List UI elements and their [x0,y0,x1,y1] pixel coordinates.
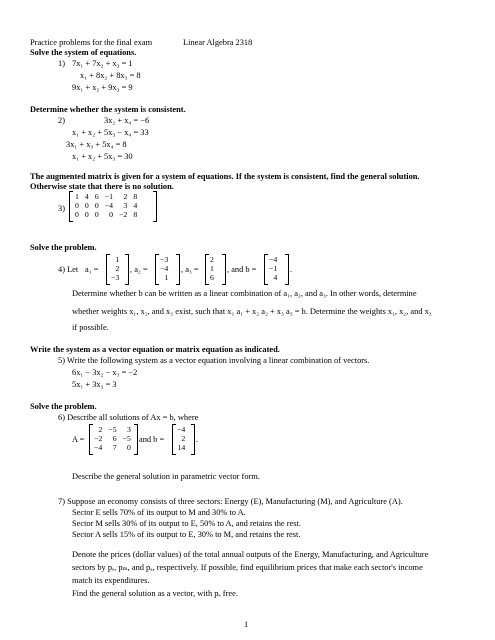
vector-cell: 2 [210,255,214,264]
p4-instructions-line-1: Determine whether b can be written as a linear combination of a₁, a₂, and a₃. In other words, determine [72,289,417,298]
matrix-cell: 0 [94,201,99,210]
matrix-cell: 0 [84,210,89,219]
p4-a2-right-bracket [176,254,180,285]
p7-line-4: Sector A sells 15% of its output to E, 30% to M, and retains the rest. [72,530,301,539]
p3-augmented-matrix [72,192,140,219]
p2-equation-4: x₁ + x₂ + 5x₃ = 30 [72,152,133,161]
p7-line-7: match its expenditures. [72,576,150,585]
p4-vector-a2 [157,255,171,282]
vector-cell: 6 [210,273,214,282]
p6-A-right-bracket [134,424,138,455]
p7-line-5: Denote the prices (dollar values) of the total annual outputs of the Energy, Manufacturing, and Agriculture [72,550,429,559]
matrix-cell: −2 [94,434,103,443]
vector-cell: 14 [177,443,186,452]
problem-5-text: 5) Write the following system as a vector equation involving a linear combination of vectors. [58,356,370,365]
vector-cell: −1 [269,264,278,273]
matrix-row [91,425,134,434]
vector-cell: −3 [160,255,169,264]
vector-cell: 2 [181,434,186,443]
p7-line-1: 7) Suppose an economy consists of three sectors: Energy (E), Manufacturing (M), and Agriculture (A). [58,497,403,506]
p2-equation-1: 3x₂ + x₄ = −6 [104,116,150,125]
vector-cell: −4 [160,264,169,273]
matrix-cell: 3 [123,201,128,210]
p3-matrix-right-bracket [153,191,157,222]
matrix-cell: 6 [94,192,99,201]
vector-cell: 1 [210,264,214,273]
p1-equation-3: 9x₁ + x₂ + 9x₃ = 9 [72,83,133,92]
p6-description: Describe the general solution in parametric vector form. [72,472,260,481]
matrix-row [91,434,134,443]
p4-a1-right-bracket [125,254,129,285]
matrix-cell: −5 [108,425,117,434]
matrix-cell: 2 [98,425,103,434]
vector-cell: −4 [177,425,186,434]
p4-instructions-line-3: if possible. [72,323,109,332]
matrix-cell: −1 [104,192,114,201]
problem-1-number: 1) [58,59,65,68]
section-heading-5: Write the system as a vector equation or matrix equation as indicated. [30,345,280,354]
matrix-cell: 0 [75,201,79,210]
p4-a1-label: a₁ = [85,265,99,274]
p4-b-label: , and b = [227,265,257,274]
p1-equation-1: 7x₁ + 7x₂ + x₃ = 1 [72,59,133,68]
matrix-cell: 6 [112,434,117,443]
p2-equation-3: 3x₁ + x₃ + 5x₄ = 8 [66,140,127,149]
page-number: 1 [244,620,249,629]
section-heading-3b: Otherwise state that there is no solution. [30,182,174,191]
section-heading-2: Determine whether the system is consistent. [30,105,186,114]
p4-vector-a1 [108,255,122,282]
section-heading-3a: The augmented matrix is given for a system of equations. If the system is consistent, find the general solution. [30,172,420,181]
matrix-cell: −4 [104,201,114,210]
p2-equation-2: x₁ + x₂ + 5x₃ − x₄ = 33 [72,128,149,137]
p6-matrix-A-label: A = [72,435,85,444]
p7-line-3: Sector M sells 30% of its output to E, 50% to A, and retains the rest. [72,519,301,528]
p4-period: . [290,265,293,274]
section-heading-6: Solve the problem. [30,402,97,411]
header-course: Linear Algebra 2318 [183,38,253,47]
p4-a3-right-bracket [222,254,226,285]
matrix-cell: 0 [94,210,99,219]
vector-cell: −4 [269,255,278,264]
p1-equation-2: x₁ + 8x₂ + 8x₃ = 8 [80,71,141,80]
vector-cell: −3 [111,273,120,282]
matrix-cell: −5 [122,434,131,443]
p6-vector-b [174,425,188,452]
p4-b-right-bracket [285,254,289,285]
section-heading-4: Solve the problem. [30,243,97,252]
matrix-cell: 4 [84,192,89,201]
p4-a3-label: , a₃ = [181,265,199,274]
matrix-cell: 1 [75,192,79,201]
matrix-cell: 0 [109,210,114,219]
matrix-cell: 0 [84,201,89,210]
matrix-row [72,210,140,219]
matrix-cell: 8 [133,210,138,219]
vector-cell: 2 [115,264,120,273]
p4-instructions-line-2: whether weights x₁, x₂, and x₃ exist, such that x₁ a₁ + x₂ a₂ + x₃ a₃ = b. Determine the weights x₁, x₂, and x₃ [72,307,432,316]
vector-cell: 4 [273,273,278,282]
problem-2-number: 2) [58,116,65,125]
matrix-cell: 0 [75,210,79,219]
section-heading-1: Solve the system of equations. [30,48,137,57]
vector-cell: 1 [164,273,169,282]
matrix-row [72,192,140,201]
vector-cell: 1 [115,255,120,264]
matrix-cell: 4 [133,201,138,210]
p4-vector-a3 [207,255,217,282]
p6-and-b-label: and b = [139,435,165,444]
p5-equation-2: 5x₁ + 3x₃ = 3 [72,380,117,389]
p6-matrix-A [91,425,134,452]
p4-vector-b [266,255,280,282]
p7-line-6: sectors by pₑ, pₘ, and pₐ, respectively. If possible, find equilibrium prices that make each sector's income [72,563,423,572]
problem-4-number: 4) Let [58,265,79,274]
matrix-cell: −2 [119,210,128,219]
header-title: Practice problems for the final exam [30,38,153,47]
p6-b-right-bracket [191,424,195,455]
matrix-cell: 7 [112,443,117,452]
p5-equation-1: 6x₁ − 3x₂ − x₃ = −2 [72,368,138,377]
p7-line-2: Sector E sells 70% of its output to M and 30% to A. [72,508,246,517]
matrix-cell: −4 [94,443,103,452]
p7-line-8: Find the general solution as a vector, with pₐ free. [72,589,238,598]
matrix-cell: 8 [133,192,138,201]
p6-period: . [196,435,199,444]
matrix-cell: 0 [126,443,131,452]
problem-6-text: 6) Describe all solutions of Ax = b, where [58,413,199,422]
matrix-cell: 3 [126,425,131,434]
problem-3-number: 3) [58,204,65,213]
matrix-cell: 2 [123,192,128,201]
matrix-row [72,201,140,210]
matrix-row [91,443,134,452]
p4-a2-label: , a₂ = [130,265,148,274]
